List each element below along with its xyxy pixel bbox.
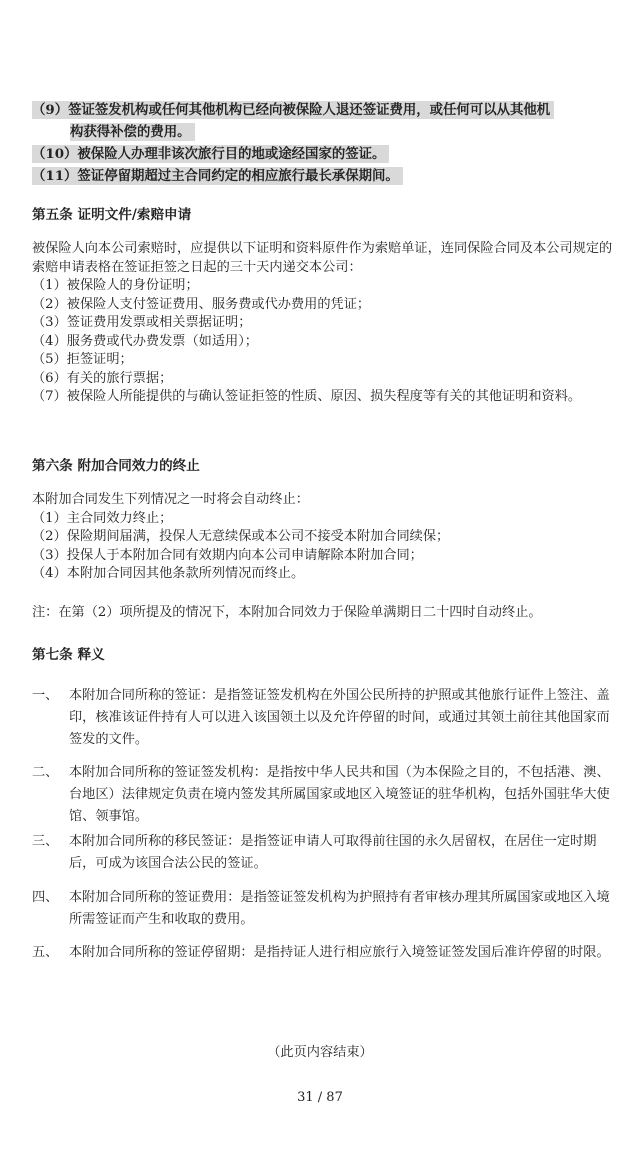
- definition-2: [32, 762, 614, 828]
- highlight-line: （11）签证停留期超过主合同约定的相应旅行最长承保期间。: [32, 165, 617, 187]
- article-5-heading: 第五条 证明文件/索赔申请: [32, 207, 192, 223]
- highlight-line: （9）签证签发机构或任何其他机构已经向被保险人退还签证费用，或任何可以从其他机: [32, 99, 617, 121]
- list-item: （4）本附加合同因其他条款所列情况而终止。: [32, 566, 305, 581]
- list-item: （2）保险期间届满，投保人无意续保或本公司不接受本附加合同续保；: [32, 529, 450, 544]
- definition-number: 二、: [32, 765, 59, 780]
- highlighted-exclusions: [32, 99, 617, 187]
- end-of-page-note: （此页内容结束）: [267, 1045, 373, 1060]
- list-item: （1）主合同效力终止；: [32, 510, 173, 526]
- definition-number: 五、: [32, 945, 59, 960]
- list-item: （1）被保险人的身份证明；: [32, 278, 199, 293]
- list-item: （3）签证费用发票或相关票据证明；: [32, 315, 252, 330]
- list-item: （7）被保险人所能提供的与确认签证拒签的性质、原因、损失程度等有关的其他证明和资料。: [32, 389, 582, 404]
- highlight-line: 构获得补偿的费用。: [32, 121, 617, 143]
- definition-4: [32, 887, 614, 931]
- list-item: （3）投保人于本附加合同有效期内向本公司申请解除本附加合同；: [32, 547, 423, 563]
- article-6-body: [32, 491, 614, 584]
- article-5-body: [32, 240, 614, 407]
- definition-1: [32, 685, 614, 751]
- definition-text: 本附加合同所称的签证停留期：是指持证人进行相应旅行入境签证签发国后准许停留的时限。: [69, 945, 610, 960]
- definition-text: 本附加合同所称的签证：是指签证签发机构在外国公民所持的护照或其他旅行证件上签注、盖印，核准该证件持有人可以进入该国领土以及允许停留的时间，或通过其领土前往其他国家而签发的文件。: [69, 688, 610, 747]
- page-number: 31 / 87: [297, 1090, 343, 1105]
- article-5-intro: 被保险人向本公司索赔时，应提供以下证明和资料原件作为索赔单证，连同保险合同及本公司规定的索赔申请表格在签证拒签之日起的三十天内递交本公司：: [32, 241, 613, 275]
- definition-3: [32, 831, 614, 875]
- definition-text: 本附加合同所称的签证签发机构：是指按中华人民共和国（为本保险之目的，不包括港、澳、台地区）法律规定负责在境内签发其所属国家或地区入境签证的驻华机构，包括外国驻华大使馆、领事馆。: [69, 765, 610, 824]
- definition-number: 三、: [32, 834, 59, 849]
- definition-text: 本附加合同所称的移民签证：是指签证申请人可取得前往国的永久居留权，在居住一定时期后，可成为该国合法公民的签证。: [69, 834, 597, 871]
- definition-number: 四、: [32, 890, 59, 905]
- article-6-heading: 第六条 附加合同效力的终止: [32, 458, 200, 474]
- definition-text: 本附加合同所称的签证费用：是指签证签发机构为护照持有者审核办理其所属国家或地区入境所需签证而产生和收取的费用。: [69, 890, 610, 927]
- list-item: （2）被保险人支付签证费用、服务费或代办费用的凭证；: [32, 296, 371, 312]
- definition-number: 一、: [32, 688, 59, 703]
- list-item: （6）有关的旅行票据；: [32, 370, 173, 386]
- article-6-note: 注：在第（2）项所提及的情况下，本附加合同效力于保险单满期日二十四时自动终止。: [32, 605, 542, 620]
- list-item: （5）拒签证明；: [32, 352, 133, 367]
- list-item: （4）服务费或代办费发票（如适用）；: [32, 333, 258, 349]
- article-6-intro: 本附加合同发生下列情况之一时将会自动终止：: [32, 492, 309, 507]
- article-7-heading: 第七条 释义: [32, 647, 105, 663]
- highlight-line: （10）被保险人办理非该次旅行目的地或途经国家的签证。: [32, 143, 617, 165]
- definition-5: [32, 942, 614, 964]
